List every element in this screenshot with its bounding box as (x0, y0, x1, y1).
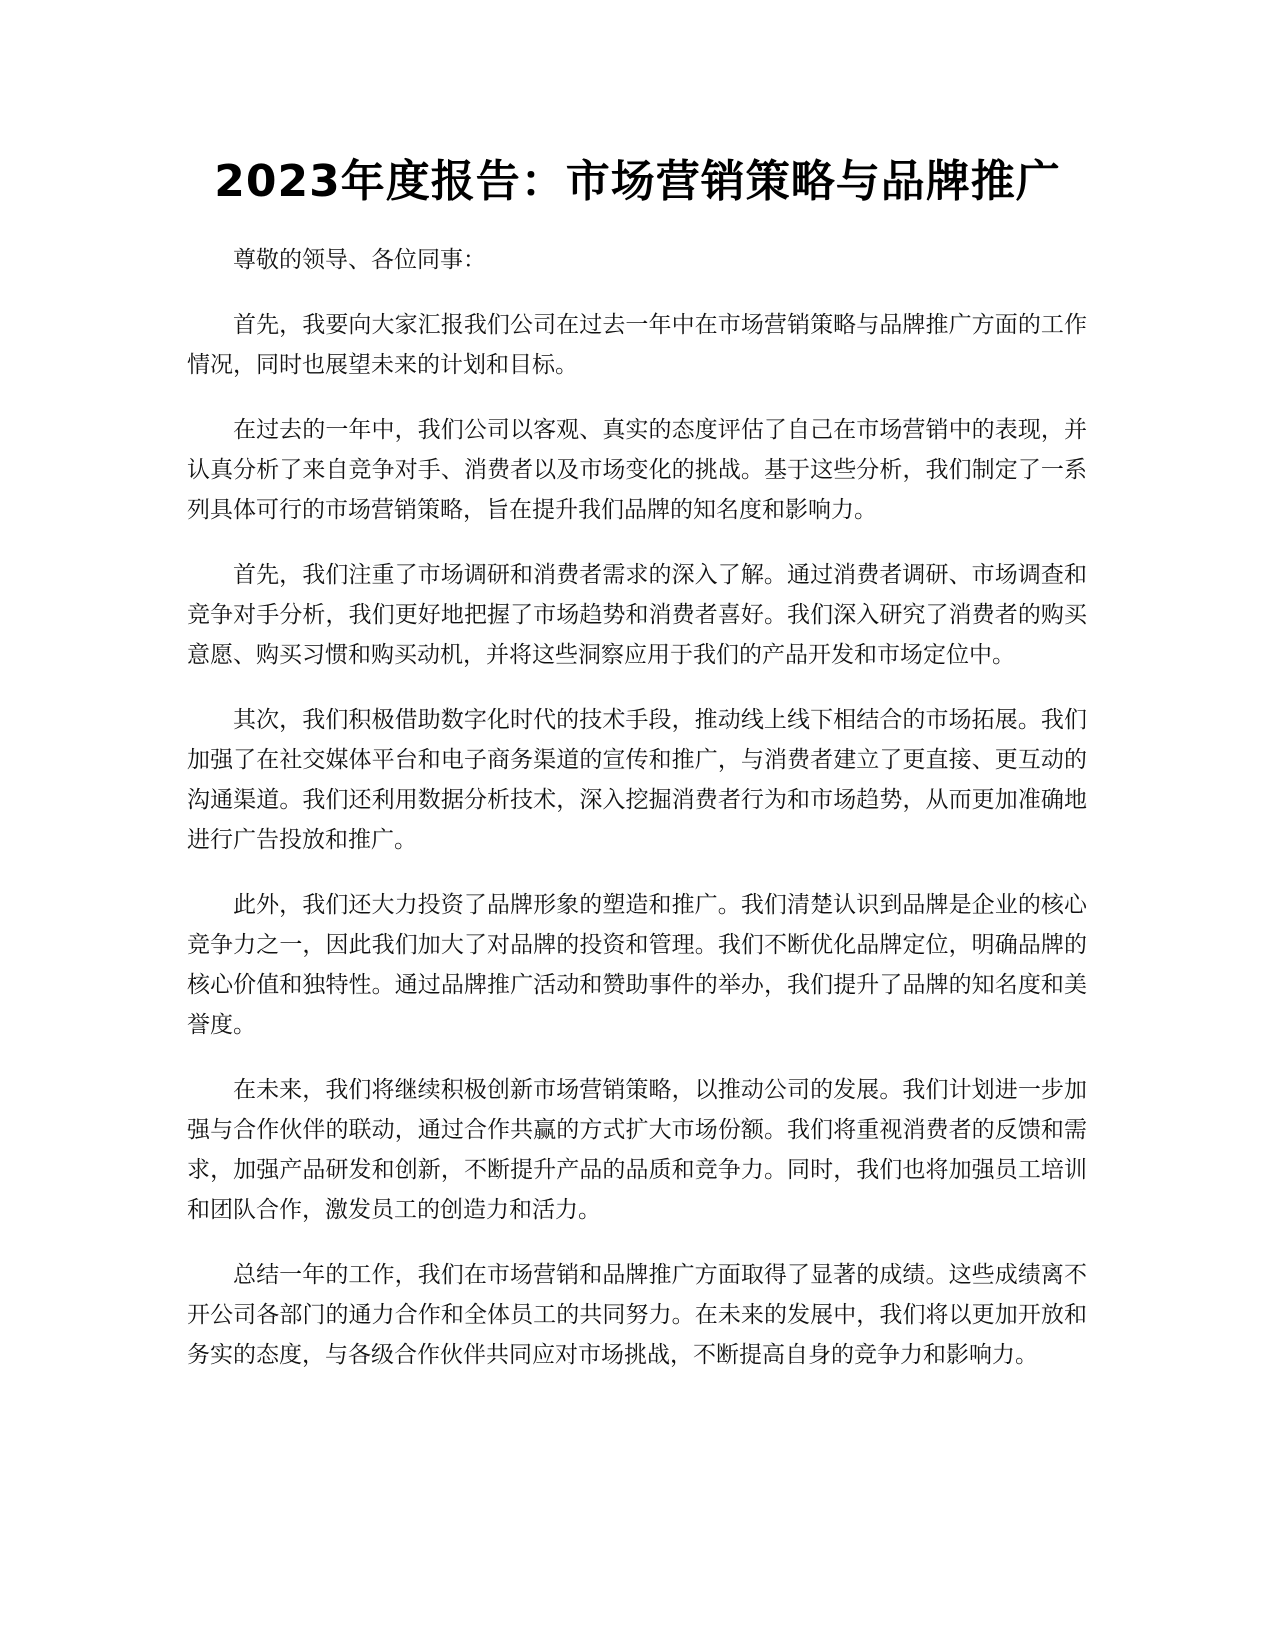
paragraph: 总结一年的工作，我们在市场营销和品牌推广方面取得了显著的成绩。这些成绩离不开公司各部门的通力合作和全体员工的共同努力。在未来的发展中，我们将以更加开放和务实的态度，与各级合作伙伴共同应对市场挑战，不断提高自身的竞争力和影响力。 (187, 1262, 1087, 1368)
salutation: 尊敬的领导、各位同事： (233, 247, 486, 273)
paragraph: 首先，我要向大家汇报我们公司在过去一年中在市场营销策略与品牌推广方面的工作情况，同时也展望未来的计划和目标。 (187, 312, 1087, 378)
paragraph: 在未来，我们将继续积极创新市场营销策略，以推动公司的发展。我们计划进一步加强与合作伙伴的联动，通过合作共赢的方式扩大市场份额。我们将重视消费者的反馈和需求，加强产品研发和创新，不断提升产品的品质和竞争力。同时，我们也将加强员工培训和团队合作，激发员工的创造力和活力。 (187, 1077, 1087, 1223)
paragraph: 此外，我们还大力投资了品牌形象的塑造和推广。我们清楚认识到品牌是企业的核心竞争力之一，因此我们加大了对品牌的投资和管理。我们不断优化品牌定位，明确品牌的核心价值和独特性。通过品牌推广活动和赞助事件的举办，我们提升了品牌的知名度和美誉度。 (187, 892, 1087, 1038)
document-title: 2023年度报告：市场营销策略与品牌推广 (214, 156, 1061, 207)
paragraph: 首先，我们注重了市场调研和消费者需求的深入了解。通过消费者调研、市场调查和竞争对手分析，我们更好地把握了市场趋势和消费者喜好。我们深入研究了消费者的购买意愿、购买习惯和购买动机，并将这些洞察应用于我们的产品开发和市场定位中。 (187, 562, 1087, 668)
paragraph: 在过去的一年中，我们公司以客观、真实的态度评估了自己在市场营销中的表现，并认真分析了来自竞争对手、消费者以及市场变化的挑战。基于这些分析，我们制定了一系列具体可行的市场营销策略，旨在提升我们品牌的知名度和影响力。 (187, 417, 1087, 523)
paragraph: 其次，我们积极借助数字化时代的技术手段，推动线上线下相结合的市场拓展。我们加强了在社交媒体平台和电子商务渠道的宣传和推广，与消费者建立了更直接、更互动的沟通渠道。我们还利用数据分析技术，深入挖掘消费者行为和市场趋势，从而更加准确地进行广告投放和推广。 (187, 707, 1087, 853)
document-body (187, 240, 1087, 1400)
